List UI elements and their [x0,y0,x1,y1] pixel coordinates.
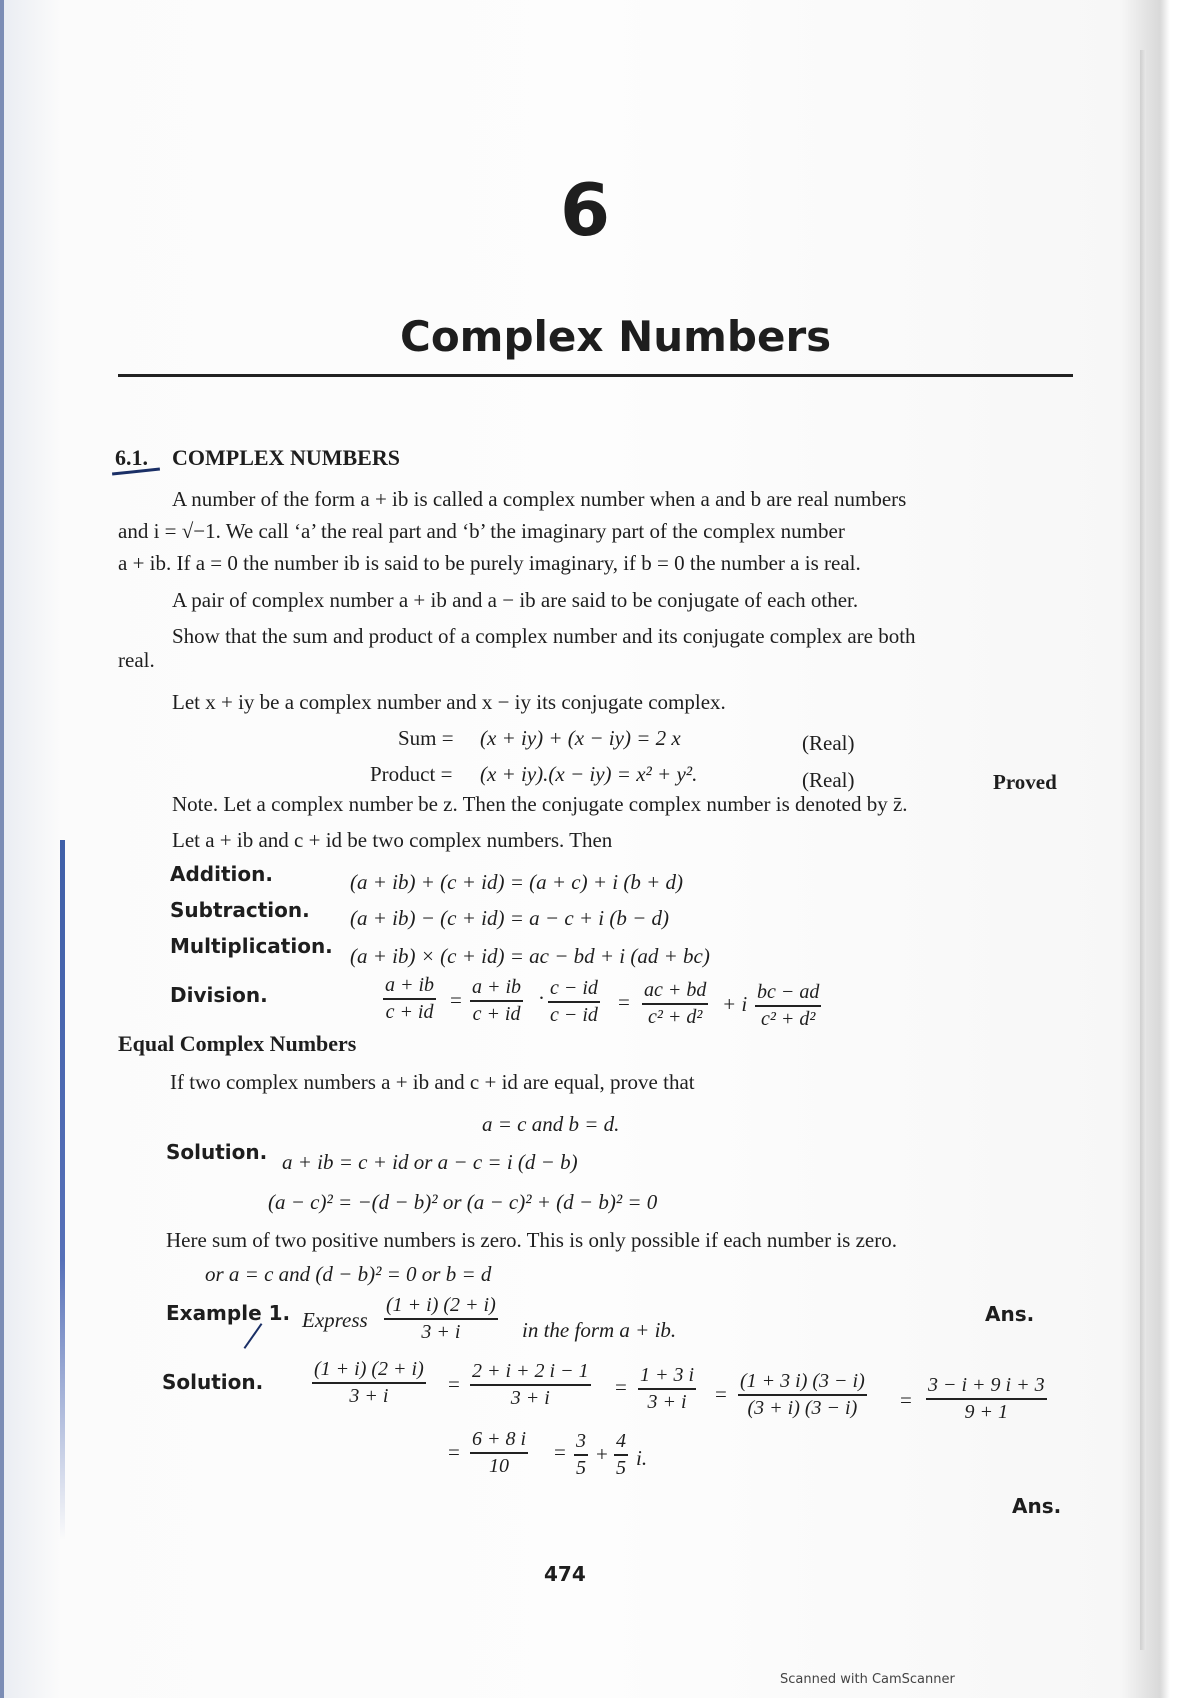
plus-i-operator: + i [722,992,748,1016]
fraction-denominator: 10 [489,1455,510,1477]
subtraction-expression: (a + ib) − (c + id) = a − c + i (b − d) [350,906,670,930]
equal-solution-line-3: Here sum of two positive numbers is zero. This is only possible if each number is zero. [166,1228,897,1252]
fraction-denominator: 5 [616,1457,626,1479]
plus-sign: + [596,1442,608,1466]
fraction-bar [614,1454,628,1456]
result-fraction-1 [470,1428,528,1478]
sum-note: (Real) [802,731,855,755]
example-solution-label: Solution. [162,1370,264,1394]
equal-solution-line-2: (a − c)² = −(d − b)² or (a − c)² + (d − b)² = 0 [268,1190,658,1214]
multiplication-expression: (a + ib) × (c + id) = ac − bd + i (ad + bc) [350,944,710,968]
chapter-number: 6 [560,168,611,252]
intro-line-6: real. [118,648,155,672]
fraction-bar [470,1452,528,1454]
sum-expression: (x + iy) + (x − iy) = 2 x [480,726,681,750]
addition-expression: (a + ib) + (c + id) = (a + c) + i (b + d) [350,870,684,894]
scan-right-edge [1140,50,1146,1650]
fraction-bar [312,1382,426,1384]
fraction-denominator: 3 + i [421,1321,461,1343]
result-fraction-2 [574,1430,588,1480]
division-fraction-4 [642,979,708,1029]
solution-fraction-3 [638,1364,696,1414]
division-fraction-3 [548,977,600,1027]
fraction-numerator: bc − ad [757,981,820,1003]
product-expression: (x + iy).(x − iy) = x² + y². [480,762,698,786]
chapter-title: Complex Numbers [400,312,832,361]
division-fraction-1 [383,974,436,1024]
division-fraction-5 [755,981,821,1031]
fraction-numerator: c − id [550,977,598,999]
fraction-numerator: 3 − i + 9 i + 3 [928,1374,1045,1396]
scan-left-edge [0,0,4,1698]
equals-sign: = [450,988,462,1012]
fraction-bar [642,1003,708,1005]
intro-line-5: Show that the sum and product of a complex number and its conjugate complex are both [172,624,916,648]
solution-label: Solution. [166,1140,268,1164]
section-heading: COMPLEX NUMBERS [172,445,400,470]
product-note: (Real) [802,768,855,792]
intro-line-4: A pair of complex number a + ib and a − ib are said to be conjugate of each other. [172,588,859,612]
solution-fraction-5 [926,1374,1047,1424]
fraction-numerator: (1 + i) (2 + i) [314,1358,424,1380]
fraction-numerator: (1 + i) (2 + i) [386,1294,496,1316]
fraction-denominator: c + id [472,1003,521,1025]
fraction-bar [383,998,436,1000]
fraction-denominator: 3 + i [510,1387,550,1409]
equals-sign: = [618,990,630,1014]
intro-line-3: a + ib. If a = 0 the number ib is said to be purely imaginary, if b = 0 the number a is real. [118,551,861,575]
fraction-bar [574,1454,588,1456]
fraction-denominator: (3 + i) (3 − i) [747,1397,858,1419]
fraction-bar [548,1001,600,1003]
fraction-bar [926,1398,1047,1400]
fraction-bar [470,1384,591,1386]
multiplication-label: Multiplication. [170,934,333,958]
fraction-denominator: c − id [550,1004,598,1026]
equal-complex-line-2: a = c and b = d. [482,1112,620,1136]
note-line-2: Let a + ib and c + id be two complex numbers. Then [172,828,613,852]
fraction-denominator: 3 + i [349,1385,389,1407]
fraction-bar [638,1388,696,1390]
equals-sign: = [554,1440,566,1464]
fraction-numerator: 3 [576,1430,586,1452]
fraction-numerator: (1 + 3 i) (3 − i) [740,1370,865,1392]
fraction-denominator: c² + d² [761,1008,816,1030]
example-fraction [384,1294,498,1344]
equal-solution-line-4: or a = c and (d − b)² = 0 or b = d [205,1262,492,1286]
equal-solution-line-1: a + ib = c + id or a − c = i (d − b) [282,1150,578,1174]
example-label: Example 1. [166,1301,291,1325]
solution-fraction-1 [312,1358,426,1408]
fraction-numerator: a + ib [472,976,522,998]
fraction-numerator: 4 [616,1430,626,1452]
proved-mark: Proved [993,770,1057,794]
equal-complex-heading: Equal Complex Numbers [118,1031,357,1056]
product-label: Product = [370,762,453,786]
subtraction-label: Subtraction. [170,898,310,922]
note-line-1: Note. Let a complex number be z. Then the conjugate complex number is denoted by z̄. [172,792,908,816]
intro-line-2: and i = √−1. We call ‘a’ the real part and ‘b’ the imaginary part of the complex number [118,519,845,543]
sum-label: Sum = [398,726,454,750]
fraction-bar [755,1005,821,1007]
scan-left-margin-mark [60,840,65,1540]
intro-line-7: Let x + iy be a complex number and x − iy its conjugate complex. [172,690,726,714]
example-express: Express [302,1308,368,1332]
fraction-bar [738,1394,867,1396]
section-number: 6.1. [115,445,148,470]
fraction-denominator: 5 [576,1457,586,1479]
equals-sign: = [900,1388,912,1412]
fraction-bar [384,1318,498,1320]
fraction-denominator: c² + d² [648,1006,703,1028]
dot-operator: · [538,986,545,1010]
fraction-numerator: 6 + 8 i [472,1428,527,1450]
answer-mark-1: Ans. [985,1302,1035,1326]
equals-sign: = [448,1372,460,1396]
equals-sign: = [715,1382,727,1406]
i-suffix: i. [636,1446,648,1470]
fraction-numerator: 2 + i + 2 i − 1 [472,1360,589,1382]
division-fraction-2 [470,976,523,1026]
solution-fraction-2 [470,1360,591,1410]
equals-sign: = [448,1440,460,1464]
solution-fraction-4 [738,1370,867,1420]
example-tail: in the form a + ib. [522,1318,677,1342]
pen-check-mark [244,1323,263,1349]
page-number: 474 [544,1562,586,1586]
title-rule [118,374,1073,377]
intro-line-1: A number of the form a + ib is called a complex number when a and b are real numbers [172,487,907,511]
fraction-numerator: 1 + 3 i [640,1364,695,1386]
fraction-denominator: c + id [385,1001,434,1023]
equals-sign: = [615,1375,627,1399]
result-fraction-3 [614,1430,628,1480]
addition-label: Addition. [170,862,273,886]
fraction-denominator: 3 + i [647,1391,687,1413]
division-label: Division. [170,983,268,1007]
fraction-numerator: a + ib [385,974,435,996]
fraction-numerator: ac + bd [644,979,707,1001]
equal-complex-line-1: If two complex numbers a + ib and c + id are equal, prove that [170,1070,695,1094]
scanner-watermark: Scanned with CamScanner [780,1672,955,1687]
answer-mark-2: Ans. [1012,1494,1062,1518]
fraction-denominator: 9 + 1 [964,1401,1009,1423]
fraction-bar [470,1000,523,1002]
